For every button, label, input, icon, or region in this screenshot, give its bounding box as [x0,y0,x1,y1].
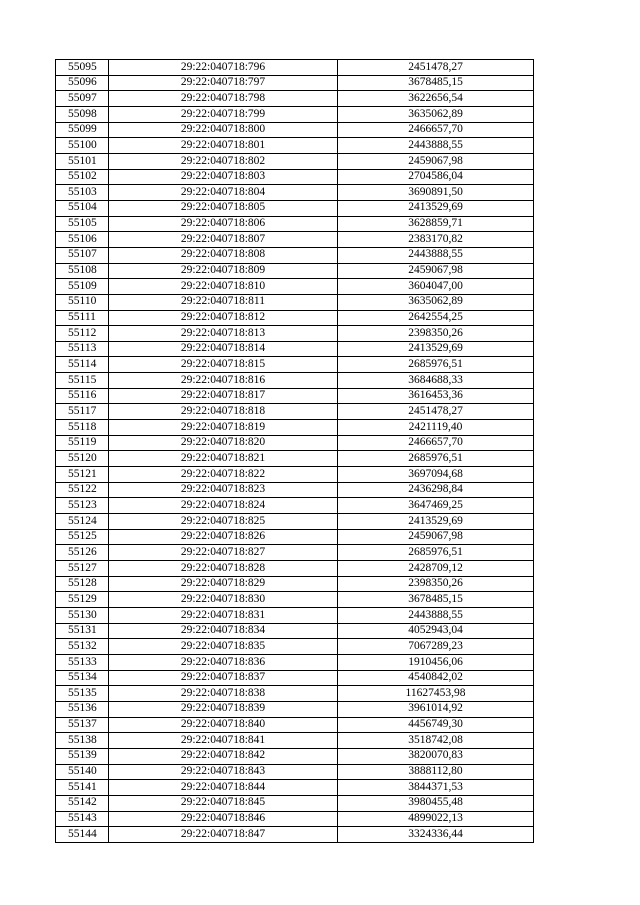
row-number-cell: 55121 [56,467,109,483]
cadastral-number-cell: 29:22:040718:840 [109,717,338,733]
row-number-cell: 55129 [56,592,109,608]
table-row [56,326,534,342]
row-number-cell: 55140 [56,764,109,780]
table-row [56,482,534,498]
row-number-cell: 55101 [56,153,109,169]
value-cell: 2459067,98 [338,529,534,545]
row-number-cell: 55122 [56,482,109,498]
row-number-cell: 55128 [56,576,109,592]
table-row [56,451,534,467]
cadastral-number-cell: 29:22:040718:825 [109,514,338,530]
value-cell: 2443888,55 [338,138,534,154]
value-cell: 2685976,51 [338,545,534,561]
cadastral-number-cell: 29:22:040718:817 [109,388,338,404]
row-number-cell: 55113 [56,341,109,357]
cadastral-number-cell: 29:22:040718:801 [109,138,338,154]
cadastral-number-cell: 29:22:040718:809 [109,263,338,279]
value-cell: 3604047,00 [338,279,534,295]
cadastral-number-cell: 29:22:040718:820 [109,435,338,451]
cadastral-number-cell: 29:22:040718:827 [109,545,338,561]
value-cell: 2421119,40 [338,420,534,436]
table-row [56,60,534,76]
row-number-cell: 55142 [56,795,109,811]
table-row [56,467,534,483]
table-row [56,279,534,295]
cadastral-number-cell: 29:22:040718:847 [109,827,338,843]
cadastral-number-cell: 29:22:040718:836 [109,654,338,670]
row-number-cell: 55144 [56,827,109,843]
row-number-cell: 55105 [56,216,109,232]
value-cell: 4052943,04 [338,623,534,639]
row-number-cell: 55098 [56,106,109,122]
value-cell: 2685976,51 [338,357,534,373]
row-number-cell: 55112 [56,326,109,342]
row-number-cell: 55123 [56,498,109,514]
cadastral-number-cell: 29:22:040718:818 [109,404,338,420]
table-row [56,200,534,216]
cadastral-number-cell: 29:22:040718:796 [109,60,338,76]
value-cell: 3518742,08 [338,733,534,749]
cadastral-number-cell: 29:22:040718:808 [109,247,338,263]
table-row [56,780,534,796]
cadastral-number-cell: 29:22:040718:819 [109,420,338,436]
row-number-cell: 55116 [56,388,109,404]
cadastral-number-cell: 29:22:040718:797 [109,75,338,91]
cadastral-number-cell: 29:22:040718:841 [109,733,338,749]
row-number-cell: 55106 [56,232,109,248]
cadastral-number-cell: 29:22:040718:807 [109,232,338,248]
row-number-cell: 55138 [56,733,109,749]
value-cell: 3647469,25 [338,498,534,514]
table-row [56,529,534,545]
row-number-cell: 55130 [56,607,109,623]
row-number-cell: 55127 [56,561,109,577]
table-row [56,498,534,514]
value-cell: 2383170,82 [338,232,534,248]
table-row [56,717,534,733]
table-row [56,561,534,577]
value-cell: 3684688,33 [338,373,534,389]
row-number-cell: 55141 [56,780,109,796]
value-cell: 2413529,69 [338,341,534,357]
value-cell: 3324336,44 [338,827,534,843]
row-number-cell: 55139 [56,748,109,764]
cadastral-number-cell: 29:22:040718:806 [109,216,338,232]
row-number-cell: 55109 [56,279,109,295]
cadastral-number-cell: 29:22:040718:811 [109,294,338,310]
value-cell: 2451478,27 [338,404,534,420]
value-cell: 2443888,55 [338,607,534,623]
value-cell: 3678485,15 [338,75,534,91]
table-row [56,748,534,764]
row-number-cell: 55126 [56,545,109,561]
table-row [56,701,534,717]
table-row [56,138,534,154]
cadastral-number-cell: 29:22:040718:813 [109,326,338,342]
row-number-cell: 55095 [56,60,109,76]
row-number-cell: 55114 [56,357,109,373]
table-row [56,576,534,592]
table-row [56,75,534,91]
value-cell: 3697094,68 [338,467,534,483]
table-row [56,373,534,389]
value-cell: 3635062,89 [338,294,534,310]
value-cell: 2428709,12 [338,561,534,577]
table-row [56,607,534,623]
table-row [56,341,534,357]
table-row [56,122,534,138]
cadastral-number-cell: 29:22:040718:829 [109,576,338,592]
table-row [56,310,534,326]
row-number-cell: 55099 [56,122,109,138]
cadastral-number-cell: 29:22:040718:815 [109,357,338,373]
value-cell: 3980455,48 [338,795,534,811]
value-cell: 2459067,98 [338,153,534,169]
value-cell: 2443888,55 [338,247,534,263]
value-cell: 2413529,69 [338,514,534,530]
cadastral-number-cell: 29:22:040718:802 [109,153,338,169]
row-number-cell: 55120 [56,451,109,467]
value-cell: 2413529,69 [338,200,534,216]
row-number-cell: 55096 [56,75,109,91]
value-cell: 3961014,92 [338,701,534,717]
cadastral-number-cell: 29:22:040718:828 [109,561,338,577]
table-row [56,670,534,686]
cadastral-number-cell: 29:22:040718:805 [109,200,338,216]
table-row [56,404,534,420]
value-cell: 3635062,89 [338,106,534,122]
table-row [56,764,534,780]
row-number-cell: 55104 [56,200,109,216]
cadastral-number-cell: 29:22:040718:810 [109,279,338,295]
table-row [56,294,534,310]
value-cell: 2398350,26 [338,326,534,342]
row-number-cell: 55134 [56,670,109,686]
row-number-cell: 55135 [56,686,109,702]
table-body [56,60,534,843]
table-row [56,435,534,451]
table-row [56,91,534,107]
table-row [56,686,534,702]
value-cell: 3820070,83 [338,748,534,764]
cadastral-number-cell: 29:22:040718:824 [109,498,338,514]
value-cell: 2466657,70 [338,435,534,451]
value-cell: 4540842,02 [338,670,534,686]
value-cell: 2466657,70 [338,122,534,138]
row-number-cell: 55136 [56,701,109,717]
value-cell: 2704586,04 [338,169,534,185]
table-row [56,827,534,843]
row-number-cell: 55125 [56,529,109,545]
value-cell: 4456749,30 [338,717,534,733]
table-row [56,654,534,670]
cadastral-number-cell: 29:22:040718:835 [109,639,338,655]
row-number-cell: 55110 [56,294,109,310]
value-cell: 2685976,51 [338,451,534,467]
table-row [56,388,534,404]
cadastral-number-cell: 29:22:040718:821 [109,451,338,467]
value-cell: 3628859,71 [338,216,534,232]
cadastral-number-cell: 29:22:040718:822 [109,467,338,483]
value-cell: 2451478,27 [338,60,534,76]
table-row [56,420,534,436]
row-number-cell: 55118 [56,420,109,436]
row-number-cell: 55107 [56,247,109,263]
cadastral-number-cell: 29:22:040718:804 [109,185,338,201]
cadastral-number-cell: 29:22:040718:799 [109,106,338,122]
cadastral-number-cell: 29:22:040718:839 [109,701,338,717]
value-cell: 3888112,80 [338,764,534,780]
table-row [56,623,534,639]
table-row [56,592,534,608]
cadastral-number-cell: 29:22:040718:823 [109,482,338,498]
row-number-cell: 55108 [56,263,109,279]
table-row [56,733,534,749]
cadastral-number-cell: 29:22:040718:814 [109,341,338,357]
row-number-cell: 55132 [56,639,109,655]
cadastral-number-cell: 29:22:040718:803 [109,169,338,185]
row-number-cell: 55103 [56,185,109,201]
value-cell: 4899022,13 [338,811,534,827]
cadastral-number-cell: 29:22:040718:816 [109,373,338,389]
table-row [56,263,534,279]
row-number-cell: 55133 [56,654,109,670]
row-number-cell: 55137 [56,717,109,733]
table-row [56,514,534,530]
cadastral-number-cell: 29:22:040718:800 [109,122,338,138]
table-row [56,216,534,232]
cadastral-number-cell: 29:22:040718:844 [109,780,338,796]
row-number-cell: 55111 [56,310,109,326]
table-row [56,153,534,169]
value-cell: 3678485,15 [338,592,534,608]
row-number-cell: 55119 [56,435,109,451]
value-cell: 3844371,53 [338,780,534,796]
cadastral-number-cell: 29:22:040718:798 [109,91,338,107]
cadastral-number-cell: 29:22:040718:831 [109,607,338,623]
table-row [56,232,534,248]
value-cell: 2642554,25 [338,310,534,326]
value-cell: 3690891,50 [338,185,534,201]
table-row [56,795,534,811]
row-number-cell: 55102 [56,169,109,185]
value-cell: 2398350,26 [338,576,534,592]
table-row [56,247,534,263]
table-row [56,169,534,185]
value-cell: 3616453,36 [338,388,534,404]
row-number-cell: 55143 [56,811,109,827]
cadastral-number-cell: 29:22:040718:826 [109,529,338,545]
table-row [56,357,534,373]
value-cell: 2459067,98 [338,263,534,279]
table-row [56,545,534,561]
value-cell: 11627453,98 [338,686,534,702]
cadastral-number-cell: 29:22:040718:837 [109,670,338,686]
table-row [56,185,534,201]
data-table [55,59,534,843]
row-number-cell: 55117 [56,404,109,420]
table-row [56,639,534,655]
cadastral-number-cell: 29:22:040718:830 [109,592,338,608]
cadastral-number-cell: 29:22:040718:843 [109,764,338,780]
value-cell: 2436298,84 [338,482,534,498]
row-number-cell: 55100 [56,138,109,154]
row-number-cell: 55131 [56,623,109,639]
cadastral-number-cell: 29:22:040718:842 [109,748,338,764]
row-number-cell: 55097 [56,91,109,107]
cadastral-number-cell: 29:22:040718:845 [109,795,338,811]
table-row [56,106,534,122]
cadastral-number-cell: 29:22:040718:834 [109,623,338,639]
cadastral-number-cell: 29:22:040718:846 [109,811,338,827]
table-row [56,811,534,827]
value-cell: 7067289,23 [338,639,534,655]
row-number-cell: 55115 [56,373,109,389]
value-cell: 3622656,54 [338,91,534,107]
value-cell: 1910456,06 [338,654,534,670]
cadastral-number-cell: 29:22:040718:812 [109,310,338,326]
cadastral-number-cell: 29:22:040718:838 [109,686,338,702]
row-number-cell: 55124 [56,514,109,530]
